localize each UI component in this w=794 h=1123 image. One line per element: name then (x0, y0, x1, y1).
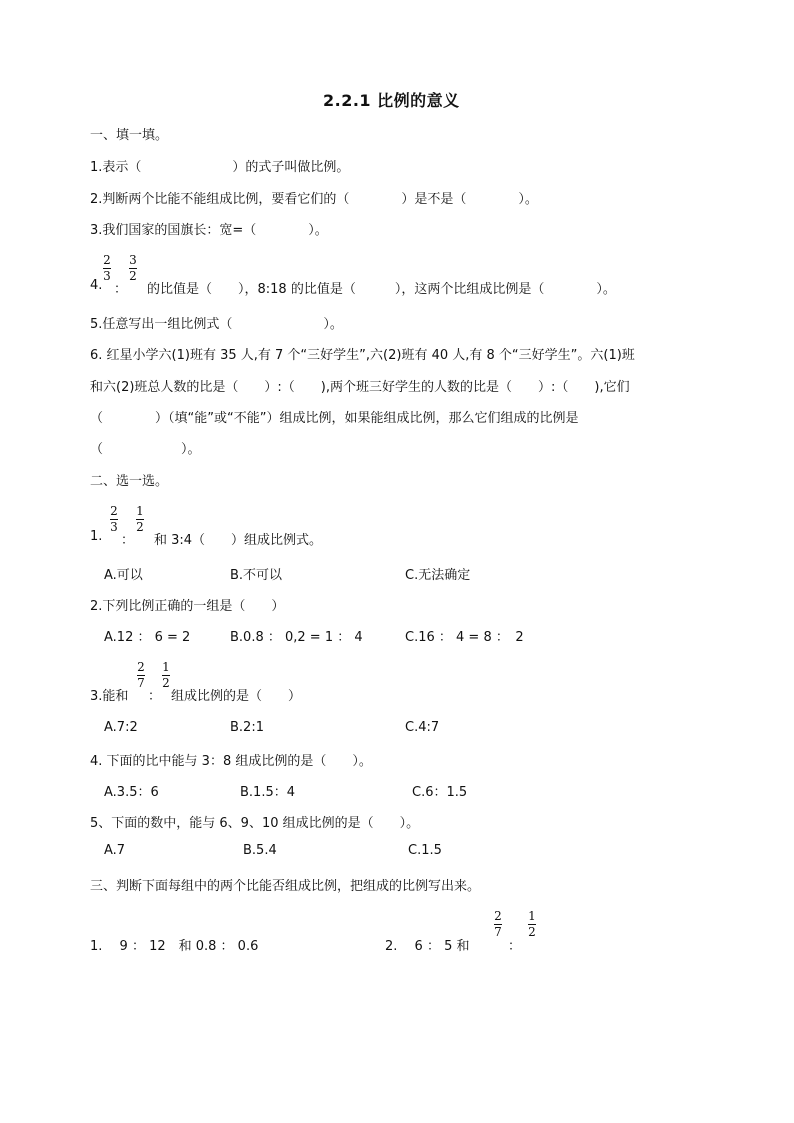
ratio-separator: ： (114, 282, 128, 297)
fraction-numerator: 2 (110, 504, 118, 518)
question-2-5: 5、下面的数中，能与 6、9、10 组成比例的是（ ）。 (90, 816, 420, 831)
section-heading-judge: 三、判断下面每组中的两个比能否组成比例，把组成的比例写出来。 (90, 879, 481, 894)
fraction-numerator: 2 (103, 253, 111, 267)
fraction-numerator: 1 (162, 660, 170, 674)
fraction-one-half (162, 661, 170, 690)
fraction-two-thirds (103, 254, 111, 283)
fraction-two-sevenths (494, 910, 502, 939)
fraction-denominator: 3 (103, 269, 111, 283)
option-b: B.0.8 ： 0,2 = 1 ： 4 (230, 630, 363, 645)
fraction-denominator: 2 (162, 676, 170, 690)
fraction-two-thirds (110, 505, 118, 534)
question-1-4-prefix: 4. (90, 278, 103, 293)
option-c: C.无法确定 (405, 568, 471, 583)
option-a: A.可以 (104, 568, 143, 583)
option-c: C.16 ： 4 = 8 ： 2 (405, 630, 524, 645)
option-a: A.12 ： 6 = 2 (104, 630, 191, 645)
question-2-4: 4. 下面的比中能与 3：8 组成比例的是（ ）。 (90, 754, 372, 769)
question-2-2: 2.下列比例正确的一组是（ ） (90, 599, 285, 614)
question-1-5: 5.任意写出一组比例式（ ）。 (90, 317, 343, 332)
question-1-6-line2: 和六(2)班总人数的比是（ ）:（ ),两个班三好学生的人数的比是（ ）:（ ),它们 (90, 380, 630, 395)
question-3-1: 1. 9 ： 12 和 0.8 ： 0.6 (90, 939, 259, 954)
option-b: B.1.5：4 (240, 785, 295, 800)
question-3-2-prefix: 2. 6 ： 5 和 (385, 939, 470, 954)
option-c: C.1.5 (408, 843, 442, 858)
fraction-numerator: 2 (494, 909, 502, 923)
question-1-1: 1.表示（ ）的式子叫做比例。 (90, 160, 350, 175)
fraction-three-halves (129, 254, 137, 283)
fraction-numerator: 3 (129, 253, 137, 267)
question-1-6-line1: 6. 红星小学六(1)班有 35 人,有 7 个“三好学生”,六(2)班有 40 人,有 8 个“三好学生”。六(1)班 (90, 348, 635, 363)
question-2-1-prefix: 1. (90, 529, 103, 544)
option-b: B.不可以 (230, 568, 283, 583)
question-1-3: 3.我们国家的国旗长：宽=（ ）。 (90, 223, 328, 238)
fraction-denominator: 7 (494, 925, 502, 939)
fraction-denominator: 3 (110, 520, 118, 534)
ratio-separator: ： (121, 533, 135, 548)
question-2-3-prefix: 3.能和 (90, 689, 129, 704)
question-2-1-text: 和 3:4（ ）组成比例式。 (154, 533, 323, 548)
fraction-denominator: 2 (129, 269, 137, 283)
section-heading-fill: 一、填一填。 (90, 128, 169, 143)
fraction-denominator: 7 (137, 676, 145, 690)
ratio-separator: ： (148, 689, 162, 704)
question-1-6-line4: （ ）。 (90, 442, 201, 457)
option-a: A.7:2 (104, 720, 138, 735)
question-1-6-line3: （ ）（填“能”或“不能”）组成比例，如果能组成比例，那么它们组成的比例是 (90, 411, 579, 426)
question-1-4-text: 的比值是（ ），8:18 的比值是（ ），这两个比组成比例是（ ）。 (147, 282, 616, 297)
fraction-denominator: 2 (528, 925, 536, 939)
option-c: C.4:7 (405, 720, 440, 735)
fraction-one-half (136, 505, 144, 534)
fraction-numerator: 1 (136, 504, 144, 518)
option-a: A.3.5：6 (104, 785, 159, 800)
option-a: A.7 (104, 843, 126, 858)
fraction-two-sevenths (137, 661, 145, 690)
question-1-2: 2.判断两个比能不能组成比例，要看它们的（ ）是不是（ ）。 (90, 192, 538, 207)
option-b: B.2:1 (230, 720, 264, 735)
page-title: 2.2.1 比例的意义 (323, 91, 460, 110)
fraction-denominator: 2 (136, 520, 144, 534)
option-b: B.5.4 (243, 843, 277, 858)
question-2-3-text: 组成比例的是（ ） (171, 689, 302, 704)
section-heading-choose: 二、选一选。 (90, 474, 169, 489)
fraction-one-half (528, 910, 536, 939)
option-c: C.6：1.5 (412, 785, 468, 800)
ratio-separator: ： (508, 939, 522, 954)
fraction-numerator: 1 (528, 909, 536, 923)
fraction-numerator: 2 (137, 660, 145, 674)
